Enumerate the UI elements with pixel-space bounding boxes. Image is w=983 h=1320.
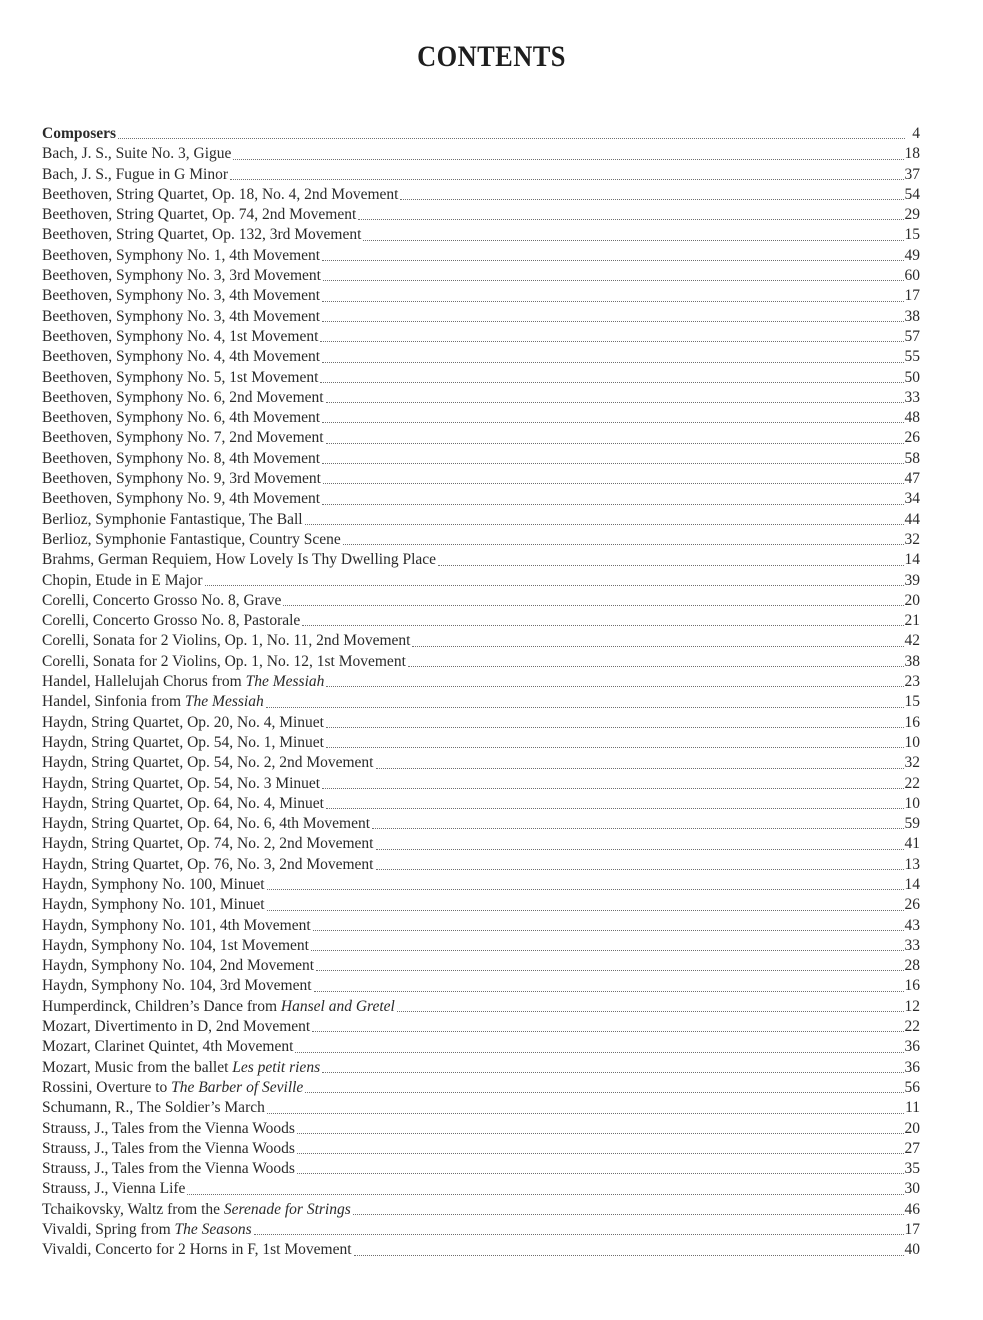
dot-leader: [230, 179, 904, 180]
toc-entry-page-number: 47: [904, 470, 920, 488]
toc-entry-title-text: Beethoven, Symphony No. 3, 3rd Movement: [42, 267, 321, 285]
toc-entry-title-text: Haydn, Symphony No. 101, 4th Movement: [42, 916, 311, 934]
toc-entry-title: [42, 591, 282, 611]
dot-leader: [326, 727, 904, 728]
toc-entry: [42, 1200, 920, 1220]
toc-entry-title-text: Beethoven, Symphony No. 6, 4th Movement: [42, 409, 321, 427]
dot-leader: [322, 301, 903, 302]
dot-leader: [320, 382, 903, 383]
toc-entry-title-text: Beethoven, Symphony No. 8, 4th Movement: [42, 449, 321, 467]
toc-entry-title: [42, 774, 321, 794]
toc-entry-title-text: Corelli, Concerto Grosso No. 8, Grave: [42, 591, 282, 609]
dot-leader: [267, 889, 904, 890]
dot-leader: [408, 666, 904, 667]
toc-entry-title: [42, 1159, 296, 1179]
toc-entry-title-italic: The Seasons: [174, 1221, 252, 1239]
toc-entry-title-text: Beethoven, Symphony No. 9, 4th Movement: [42, 490, 321, 508]
dot-leader: [363, 240, 903, 241]
toc-entry-page-number: 16: [904, 713, 920, 731]
toc-entry-page-number: 26: [904, 429, 920, 447]
toc-entry-title-text: Beethoven, Symphony No. 3, 4th Movement: [42, 307, 321, 325]
toc-entry-title: [42, 753, 375, 773]
dot-leader: [267, 1113, 904, 1114]
toc-entry-page-number: 38: [904, 652, 920, 670]
toc-entry-title-text: Haydn, Symphony No. 101, Minuet: [42, 896, 265, 914]
toc-entry-title: [42, 571, 204, 591]
dot-leader: [322, 788, 903, 789]
page-title: CONTENTS: [417, 40, 566, 73]
dot-leader: [322, 260, 903, 261]
toc-entry-page-number: 23: [904, 673, 920, 691]
dot-leader: [322, 362, 903, 363]
toc-entry: [42, 1159, 920, 1179]
toc-entry-title-text: Mozart, Divertimento in D, 2nd Movement: [42, 1018, 311, 1036]
dot-leader: [302, 625, 903, 626]
toc-entry: [42, 672, 920, 692]
toc-entry-title: [42, 408, 321, 428]
dot-leader: [297, 1153, 904, 1154]
dot-leader: [311, 950, 904, 951]
toc-entry-page-number: 36: [904, 1038, 920, 1056]
toc-entry-title-text: Bach, J. S., Suite No. 3, Gigue: [42, 145, 232, 163]
toc-entry: [42, 489, 920, 509]
dot-leader: [187, 1194, 903, 1195]
toc-entry-page-number: 57: [904, 327, 920, 345]
toc-entry: [42, 652, 920, 672]
dot-leader: [372, 828, 903, 829]
toc-entry-title: [42, 1078, 304, 1098]
dot-leader: [320, 341, 903, 342]
toc-entry-page-number: 12: [904, 997, 920, 1015]
toc-entry-title: [42, 225, 362, 245]
dot-leader: [397, 1011, 904, 1012]
toc-entry-page-number: 33: [904, 936, 920, 954]
toc-entry-title-text: Humperdinck, Children’s Dance from: [42, 997, 281, 1015]
dot-leader: [295, 1052, 903, 1053]
toc-entry: [42, 814, 920, 834]
toc-entry: [42, 997, 920, 1017]
toc-entry-page-number: 15: [904, 226, 920, 244]
toc-entry: [42, 571, 920, 591]
toc-entry-title: [42, 1017, 311, 1037]
toc-entry-title-text: Haydn, Symphony No. 104, 2nd Movement: [42, 957, 315, 975]
toc-entry-title-text: Haydn, Symphony No. 104, 3rd Movement: [42, 977, 312, 995]
toc-entry-title: [42, 916, 312, 936]
toc-entry-title-text: Schumann, R., The Soldier’s March: [42, 1099, 265, 1117]
toc-entry-title: [42, 1220, 253, 1240]
toc-entry-title: [42, 834, 375, 854]
toc-entry-page-number: 30: [904, 1180, 920, 1198]
toc-entry-title: [42, 286, 321, 306]
toc-entry-title: [42, 611, 301, 631]
toc-entry-title-text: Beethoven, String Quartet, Op. 18, No. 4, 2nd Movement: [42, 185, 399, 203]
toc-entry-page-number: 14: [904, 551, 920, 569]
toc-entry: [42, 1179, 920, 1199]
dot-leader: [322, 504, 903, 505]
toc-entry-title-text: Chopin, Etude in E Major: [42, 571, 203, 589]
toc-entry-title: [42, 449, 321, 469]
toc-entry: [42, 753, 920, 773]
toc-entry-page-number: 56: [904, 1078, 920, 1096]
toc-entry-title: [42, 489, 321, 509]
toc-entry: [42, 956, 920, 976]
dot-leader: [118, 138, 905, 139]
dot-leader: [297, 1133, 904, 1134]
toc-entry-title-text: Corelli, Sonata for 2 Violins, Op. 1, No. 11, 2nd Movement: [42, 632, 411, 650]
toc-entry: [42, 408, 920, 428]
dot-leader: [326, 402, 904, 403]
dot-leader: [354, 1255, 904, 1256]
toc-entry-title: [42, 631, 411, 651]
toc-entry-page-number: 11: [905, 1099, 920, 1117]
toc-entry-title-text: Strauss, J., Tales from the Vienna Woods: [42, 1160, 295, 1178]
dot-leader: [412, 646, 903, 647]
toc-entry: [42, 550, 920, 570]
toc-entry: [42, 428, 920, 448]
toc-entry-title-text: Corelli, Concerto Grosso No. 8, Pastorale: [42, 612, 301, 630]
toc-entry: [42, 834, 920, 854]
toc-entry: [42, 469, 920, 489]
dot-leader: [316, 970, 903, 971]
toc-entry-page-number: 10: [904, 733, 920, 751]
toc-entry-title-text: Composers: [42, 125, 117, 142]
dot-leader: [326, 443, 904, 444]
toc-entry-page-number: 59: [904, 815, 920, 833]
dot-leader: [323, 280, 904, 281]
dot-leader: [312, 1031, 903, 1032]
dot-leader: [305, 1092, 903, 1093]
toc-entry-page-number: 41: [904, 835, 920, 853]
toc-entry-title: [42, 1037, 294, 1057]
toc-entry: [42, 124, 920, 144]
toc-entry-page-number: 17: [904, 287, 920, 305]
toc-entry: [42, 388, 920, 408]
toc-entry: [42, 205, 920, 225]
toc-entry: [42, 327, 920, 347]
toc-entry-title: [42, 1240, 353, 1260]
toc-entry: [42, 510, 920, 530]
toc-entry-title-text: Haydn, String Quartet, Op. 54, No. 2, 2nd Movement: [42, 754, 374, 772]
toc-entry-page-number: 27: [904, 1139, 920, 1157]
toc-entry-title: [42, 1139, 296, 1159]
toc-entry-title: [42, 976, 313, 996]
toc-entry-title-text: Brahms, German Requiem, How Lovely Is Thy Dwelling Place: [42, 551, 437, 569]
toc-entry-title-text: Beethoven, Symphony No. 4, 1st Movement: [42, 327, 319, 345]
toc-entry-page-number: 35: [904, 1160, 920, 1178]
dot-leader: [343, 544, 904, 545]
toc-entry-title-text: Beethoven, Symphony No. 3, 4th Movement: [42, 287, 321, 305]
dot-leader: [254, 1234, 904, 1235]
toc-entry-title: [42, 246, 321, 266]
toc-entry: [42, 530, 920, 550]
toc-entry-page-number: 14: [904, 875, 920, 893]
toc-entry: [42, 713, 920, 733]
dot-leader: [376, 849, 904, 850]
toc-entry-page-number: 20: [904, 591, 920, 609]
dot-leader: [376, 869, 904, 870]
toc-entry-title: [42, 550, 437, 570]
toc-entry-page-number: 54: [904, 185, 920, 203]
toc-entry-title-italic: Hansel and Gretel: [280, 997, 395, 1015]
toc-entry-title-text: Haydn, String Quartet, Op. 64, No. 4, Minuet: [42, 794, 324, 812]
toc-entry-title-text: Strauss, J., Vienna Life: [42, 1180, 186, 1198]
dot-leader: [322, 463, 903, 464]
toc-entry-page-number: 22: [904, 1018, 920, 1036]
toc-entry-title: [42, 672, 325, 692]
toc-entry-page-number: 18: [904, 145, 920, 163]
toc-entry-page-number: 46: [904, 1200, 920, 1218]
toc-entry-title: [42, 469, 322, 489]
toc-entry-page-number: 33: [904, 388, 920, 406]
toc-entry: [42, 631, 920, 651]
toc-entry: [42, 266, 920, 286]
toc-entry: [42, 449, 920, 469]
toc-entry-page-number: 38: [904, 307, 920, 325]
toc-entry-title-text: Haydn, Symphony No. 100, Minuet: [42, 875, 265, 893]
toc-entry-title-text: Handel, Sinfonia from: [42, 693, 185, 711]
dot-leader: [326, 808, 904, 809]
toc-entry: [42, 1058, 920, 1078]
toc-entry-title: [42, 1200, 352, 1220]
toc-entry-page-number: 17: [904, 1221, 920, 1239]
dot-leader: [353, 1214, 904, 1215]
toc-entry-title-text: Haydn, String Quartet, Op. 20, No. 4, Minuet: [42, 713, 324, 731]
toc-entry: [42, 286, 920, 306]
toc-entry-page-number: 55: [904, 348, 920, 366]
toc-entry-page-number: 44: [904, 510, 920, 528]
table-of-contents: [42, 124, 920, 1261]
toc-entry-title: [42, 692, 265, 712]
toc-entry-title-text: Beethoven, String Quartet, Op. 132, 3rd Movement: [42, 226, 362, 244]
dot-leader: [400, 199, 903, 200]
toc-entry: [42, 936, 920, 956]
toc-entry: [42, 1139, 920, 1159]
toc-entry-page-number: 13: [904, 855, 920, 873]
toc-entry-page-number: 10: [904, 794, 920, 812]
toc-entry-page-number: 43: [904, 916, 920, 934]
dot-leader: [266, 707, 904, 708]
toc-entry: [42, 307, 920, 327]
toc-entry-title-text: Haydn, String Quartet, Op. 64, No. 6, 4th Movement: [42, 815, 371, 833]
toc-entry-page-number: 37: [904, 165, 920, 183]
dot-leader: [297, 1173, 904, 1174]
toc-entry-title: [42, 936, 310, 956]
dot-leader: [305, 524, 904, 525]
toc-entry-page-number: 49: [904, 246, 920, 264]
toc-entry-title-italic: Serenade for Strings: [223, 1200, 351, 1218]
toc-entry-title: [42, 1119, 296, 1139]
toc-entry-page-number: 4: [912, 125, 920, 142]
toc-entry-title: [42, 124, 117, 144]
toc-entry-title-text: Haydn, String Quartet, Op. 54, No. 3 Minuet: [42, 774, 321, 792]
toc-entry-title-text: Berlioz, Symphonie Fantastique, Country Scene: [42, 530, 341, 548]
toc-entry: [42, 591, 920, 611]
toc-entry-page-number: 42: [904, 632, 920, 650]
toc-entry-title: [42, 1058, 321, 1078]
toc-entry-title: [42, 144, 232, 164]
dot-leader: [322, 422, 903, 423]
toc-entry: [42, 1037, 920, 1057]
toc-entry-title-text: Vivaldi, Concerto for 2 Horns in F, 1st Movement: [42, 1241, 352, 1259]
toc-entry-page-number: 16: [904, 977, 920, 995]
toc-entry: [42, 1078, 920, 1098]
toc-entry-title: [42, 855, 375, 875]
toc-entry-title: [42, 733, 325, 753]
dot-leader: [205, 585, 904, 586]
toc-entry-page-number: 60: [904, 267, 920, 285]
toc-entry-title: [42, 1179, 186, 1199]
toc-entry-page-number: 28: [904, 957, 920, 975]
dot-leader: [326, 686, 903, 687]
toc-entry-title: [42, 388, 325, 408]
toc-entry-title: [42, 530, 342, 550]
toc-entry-page-number: 36: [904, 1058, 920, 1076]
dot-leader: [283, 605, 903, 606]
toc-entry-title-text: Haydn, String Quartet, Op. 74, No. 2, 2nd Movement: [42, 835, 374, 853]
dot-leader: [323, 483, 904, 484]
toc-entry: [42, 1098, 920, 1118]
toc-entry: [42, 855, 920, 875]
toc-entry: [42, 1119, 920, 1139]
toc-entry-title: [42, 875, 266, 895]
toc-entry-title: [42, 1098, 266, 1118]
dot-leader: [233, 159, 903, 160]
dot-leader: [358, 219, 903, 220]
toc-entry-title-text: Bach, J. S., Fugue in G Minor: [42, 165, 228, 183]
toc-entry-title: [42, 327, 319, 347]
toc-entry-title: [42, 956, 315, 976]
toc-entry-title: [42, 814, 371, 834]
toc-entry-page-number: 22: [904, 774, 920, 792]
toc-entry-title: [42, 895, 266, 915]
toc-entry-title-text: Beethoven, Symphony No. 6, 2nd Movement: [42, 388, 324, 406]
toc-entry-page-number: 15: [904, 693, 920, 711]
dot-leader: [326, 747, 904, 748]
toc-entry: [42, 1220, 920, 1240]
toc-entry: [42, 794, 920, 814]
toc-entry-title-text: Strauss, J., Tales from the Vienna Woods: [42, 1139, 295, 1157]
dot-leader: [313, 930, 904, 931]
toc-entry-title: [42, 428, 325, 448]
toc-entry-title: [42, 510, 304, 530]
toc-entry: [42, 692, 920, 712]
dot-leader: [322, 1072, 903, 1073]
toc-entry-title-text: Handel, Hallelujah Chorus from: [42, 673, 246, 691]
toc-entry-title: [42, 266, 322, 286]
toc-entry: [42, 611, 920, 631]
toc-entry: [42, 246, 920, 266]
toc-entry-title: [42, 185, 399, 205]
toc-entry-page-number: 39: [904, 571, 920, 589]
toc-entry-title-text: Berlioz, Symphonie Fantastique, The Ball: [42, 510, 303, 528]
toc-entry-page-number: 21: [904, 612, 920, 630]
toc-entry-title: [42, 713, 325, 733]
toc-entry-title-text: Beethoven, Symphony No. 9, 3rd Movement: [42, 470, 321, 488]
toc-entry-title: [42, 794, 325, 814]
toc-entry-title: [42, 307, 321, 327]
toc-entry-title-text: Vivaldi, Spring from: [42, 1221, 175, 1239]
toc-entry-page-number: 32: [904, 530, 920, 548]
toc-entry-title-italic: The Barber of Seville: [171, 1078, 304, 1096]
toc-entry: [42, 347, 920, 367]
toc-entry: [42, 875, 920, 895]
toc-entry-page-number: 29: [904, 206, 920, 224]
toc-entry-page-number: 34: [904, 490, 920, 508]
toc-entry-title-text: Beethoven, Symphony No. 1, 4th Movement: [42, 246, 321, 264]
dot-leader: [376, 768, 904, 769]
dot-leader: [438, 565, 903, 566]
dot-leader: [267, 910, 904, 911]
toc-entry-title: [42, 652, 407, 672]
toc-entry-title-text: Haydn, Symphony No. 104, 1st Movement: [42, 936, 309, 954]
toc-entry: [42, 976, 920, 996]
toc-entry: [42, 916, 920, 936]
dot-leader: [314, 991, 904, 992]
toc-entry-page-number: 40: [904, 1241, 920, 1259]
toc-entry: [42, 1240, 920, 1260]
toc-entry-title-text: Rossini, Overture to: [42, 1078, 172, 1096]
toc-entry-title-text: Tchaikovsky, Waltz from the: [42, 1200, 224, 1218]
toc-entry-title-text: Corelli, Sonata for 2 Violins, Op. 1, No. 12, 1st Movement: [42, 652, 406, 670]
toc-entry: [42, 185, 920, 205]
toc-entry-title-italic: Les petit riens: [232, 1058, 321, 1076]
toc-entry-title-text: Mozart, Clarinet Quintet, 4th Movement: [42, 1038, 294, 1056]
toc-entry-title-text: Beethoven, String Quartet, Op. 74, 2nd Movement: [42, 206, 357, 224]
toc-entry: [42, 144, 920, 164]
toc-entry-title: [42, 205, 357, 225]
dot-leader: [322, 321, 903, 322]
toc-entry-title-italic: The Messiah: [245, 673, 325, 691]
toc-entry-page-number: 32: [904, 754, 920, 772]
toc-entry: [42, 225, 920, 245]
toc-entry: [42, 368, 920, 388]
toc-entry-title: [42, 368, 319, 388]
toc-entry-title-text: Beethoven, Symphony No. 7, 2nd Movement: [42, 429, 324, 447]
toc-entry-title-text: Strauss, J., Tales from the Vienna Woods: [42, 1119, 295, 1137]
toc-entry: [42, 165, 920, 185]
toc-entry-title-italic: The Messiah: [184, 693, 264, 711]
toc-entry-page-number: 58: [904, 449, 920, 467]
toc-entry-title-text: Mozart, Music from the ballet: [42, 1058, 233, 1076]
toc-entry-page-number: 48: [904, 409, 920, 427]
toc-entry: [42, 774, 920, 794]
toc-entry: [42, 1017, 920, 1037]
toc-entry: [42, 895, 920, 915]
toc-entry-page-number: 26: [904, 896, 920, 914]
toc-entry: [42, 733, 920, 753]
toc-entry-title: [42, 997, 396, 1017]
toc-entry-title-text: Haydn, String Quartet, Op. 76, No. 3, 2nd Movement: [42, 855, 374, 873]
toc-entry-page-number: 50: [904, 368, 920, 386]
toc-entry-title: [42, 165, 229, 185]
toc-entry-title: [42, 347, 321, 367]
toc-entry-title-text: Haydn, String Quartet, Op. 54, No. 1, Minuet: [42, 733, 324, 751]
toc-entry-title-text: Beethoven, Symphony No. 5, 1st Movement: [42, 368, 319, 386]
toc-entry-page-number: 20: [904, 1119, 920, 1137]
toc-entry-title-text: Beethoven, Symphony No. 4, 4th Movement: [42, 348, 321, 366]
